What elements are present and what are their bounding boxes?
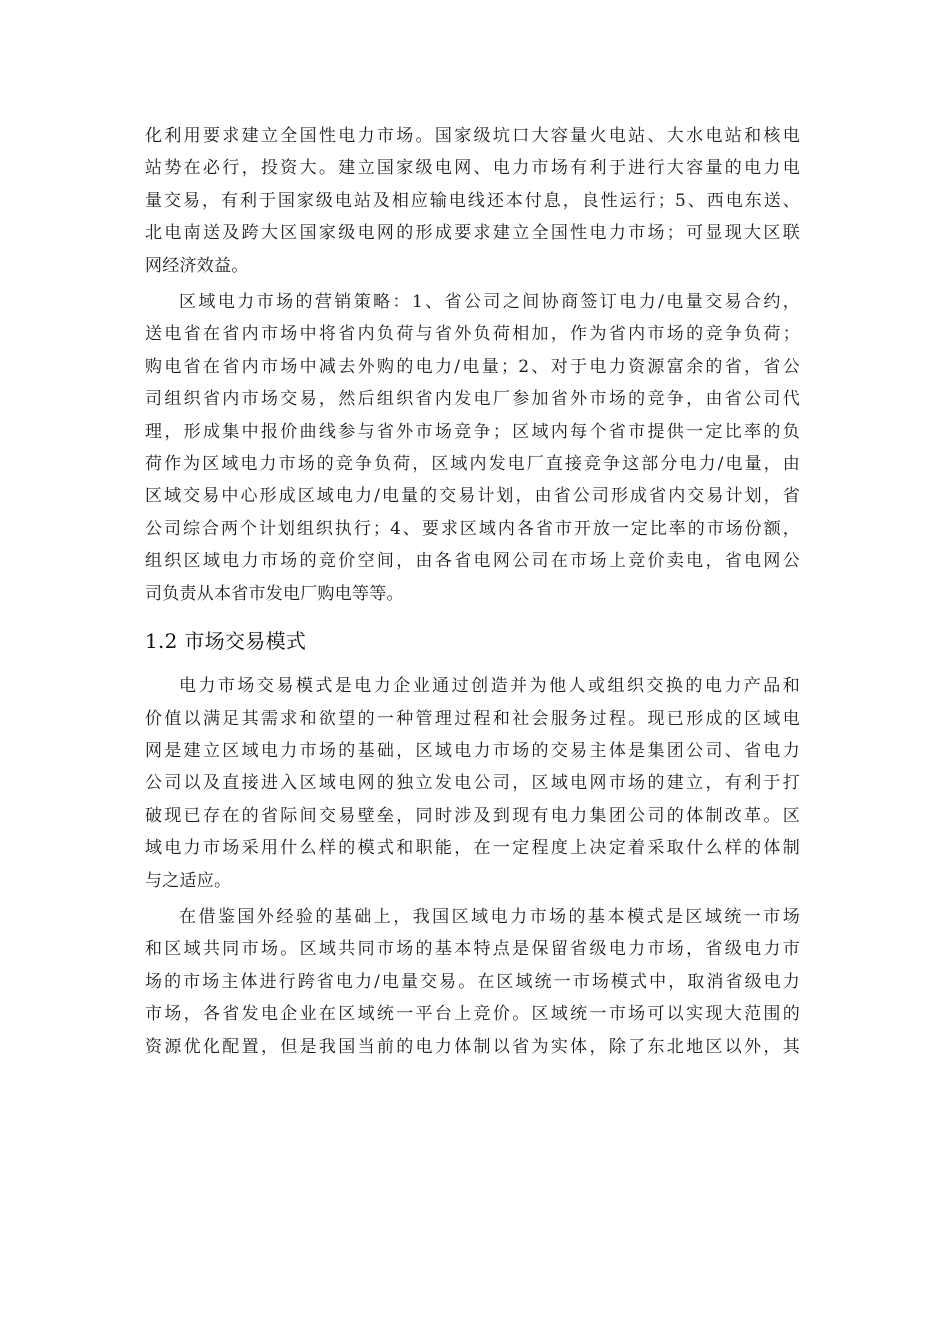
paragraph — [145, 901, 800, 1063]
document-body — [145, 120, 800, 1067]
text-line: 荷作为区域电力市场的竞争负荷，区域内发电厂直接竞争这部分电力/电量，由 — [145, 454, 800, 475]
text-line: 公司以及直接进入区域电网的独立发电公司，区域电网市场的建立，有利于打 — [145, 773, 800, 794]
text-line: 区域电力市场的营销策略：1、省公司之间协商签订电力/电量交易合约， — [179, 292, 800, 313]
text-line: 市场，各省发电企业在区域统一平台上竞价。区域统一市场可以实现大范围的 — [145, 1004, 800, 1025]
text-line: 量交易，有利于国家级电站及相应输电线还本付息，良性运行；5、西电东送、 — [145, 190, 800, 211]
text-line: 电力市场交易模式是电力企业通过创造并为他人或组织交换的电力产品和 — [179, 676, 800, 697]
text-line: 站势在必行，投资大。建立国家级电网、电力市场有利于进行大容量的电力电 — [145, 158, 800, 179]
text-line: 区域交易中心形成区域电力/电量的交易计划，由省公司形成省内交易计划，省 — [145, 486, 800, 507]
text-line: 网是建立区域电力市场的基础，区域电力市场的交易主体是集团公司、省电力 — [145, 740, 800, 761]
text-line: 和区域共同市场。区域共同市场的基本特点是保留省级电力市场，省级电力市 — [145, 939, 800, 960]
text-line: 在借鉴国外经验的基础上，我国区域电力市场的基本模式是区域统一市场 — [179, 906, 800, 927]
text-line: 购电省在省内市场中减去外购的电力/电量；2、对于电力资源富余的省，省公 — [145, 356, 800, 377]
text-line: 化利用要求建立全国性电力市场。国家级坑口大容量火电站、大水电站和核电 — [145, 126, 800, 146]
text-line: 价值以满足其需求和欲望的一种管理过程和社会服务过程。现已形成的区域电 — [145, 708, 800, 729]
paragraph — [145, 286, 800, 610]
text-line: 域电力市场采用什么样的模式和职能，在一定程度上决定着采取什么样的体制 — [145, 838, 800, 859]
text-line: 破现已存在的省际间交易壁垒，同时涉及到现有电力集团公司的体制改革。区 — [145, 805, 800, 826]
text-line: 场的市场主体进行跨省电力/电量交易。在区域统一市场模式中，取消省级电力 — [145, 971, 800, 992]
text-line: 网经济效益。 — [145, 255, 249, 276]
text-line: 与之适应。 — [145, 870, 232, 891]
text-line: 司负责从本省市发电厂购电等等。 — [145, 583, 404, 604]
text-line: 理，形成集中报价曲线参与省外市场竞争；区域内每个省市提供一定比率的负 — [145, 421, 800, 442]
text-line: 司组织省内市场交易，然后组织省内发电厂参加省外市场的竞争，由省公司代 — [145, 389, 800, 410]
text-line: 资源优化配置，但是我国当前的电力体制以省为实体，除了东北地区以外，其 — [145, 1036, 800, 1057]
paragraph — [145, 670, 800, 897]
text-line: 组织区域电力市场的竞价空间，由各省电网公司在市场上竞价卖电，省电网公 — [145, 551, 800, 572]
paragraph — [145, 120, 800, 282]
text-line: 公司综合两个计划组织执行；4、要求区域内各省市开放一定比率的市场份额， — [145, 518, 800, 539]
text-line: 北电南送及跨大区国家级电网的形成要求建立全国性电力市场；可显现大区联 — [145, 223, 800, 244]
text-line: 送电省在省内市场中将省内负荷与省外负荷相加，作为省内市场的竞争负荷； — [145, 324, 800, 345]
section-heading: 1.2 市场交易模式 — [145, 629, 307, 654]
